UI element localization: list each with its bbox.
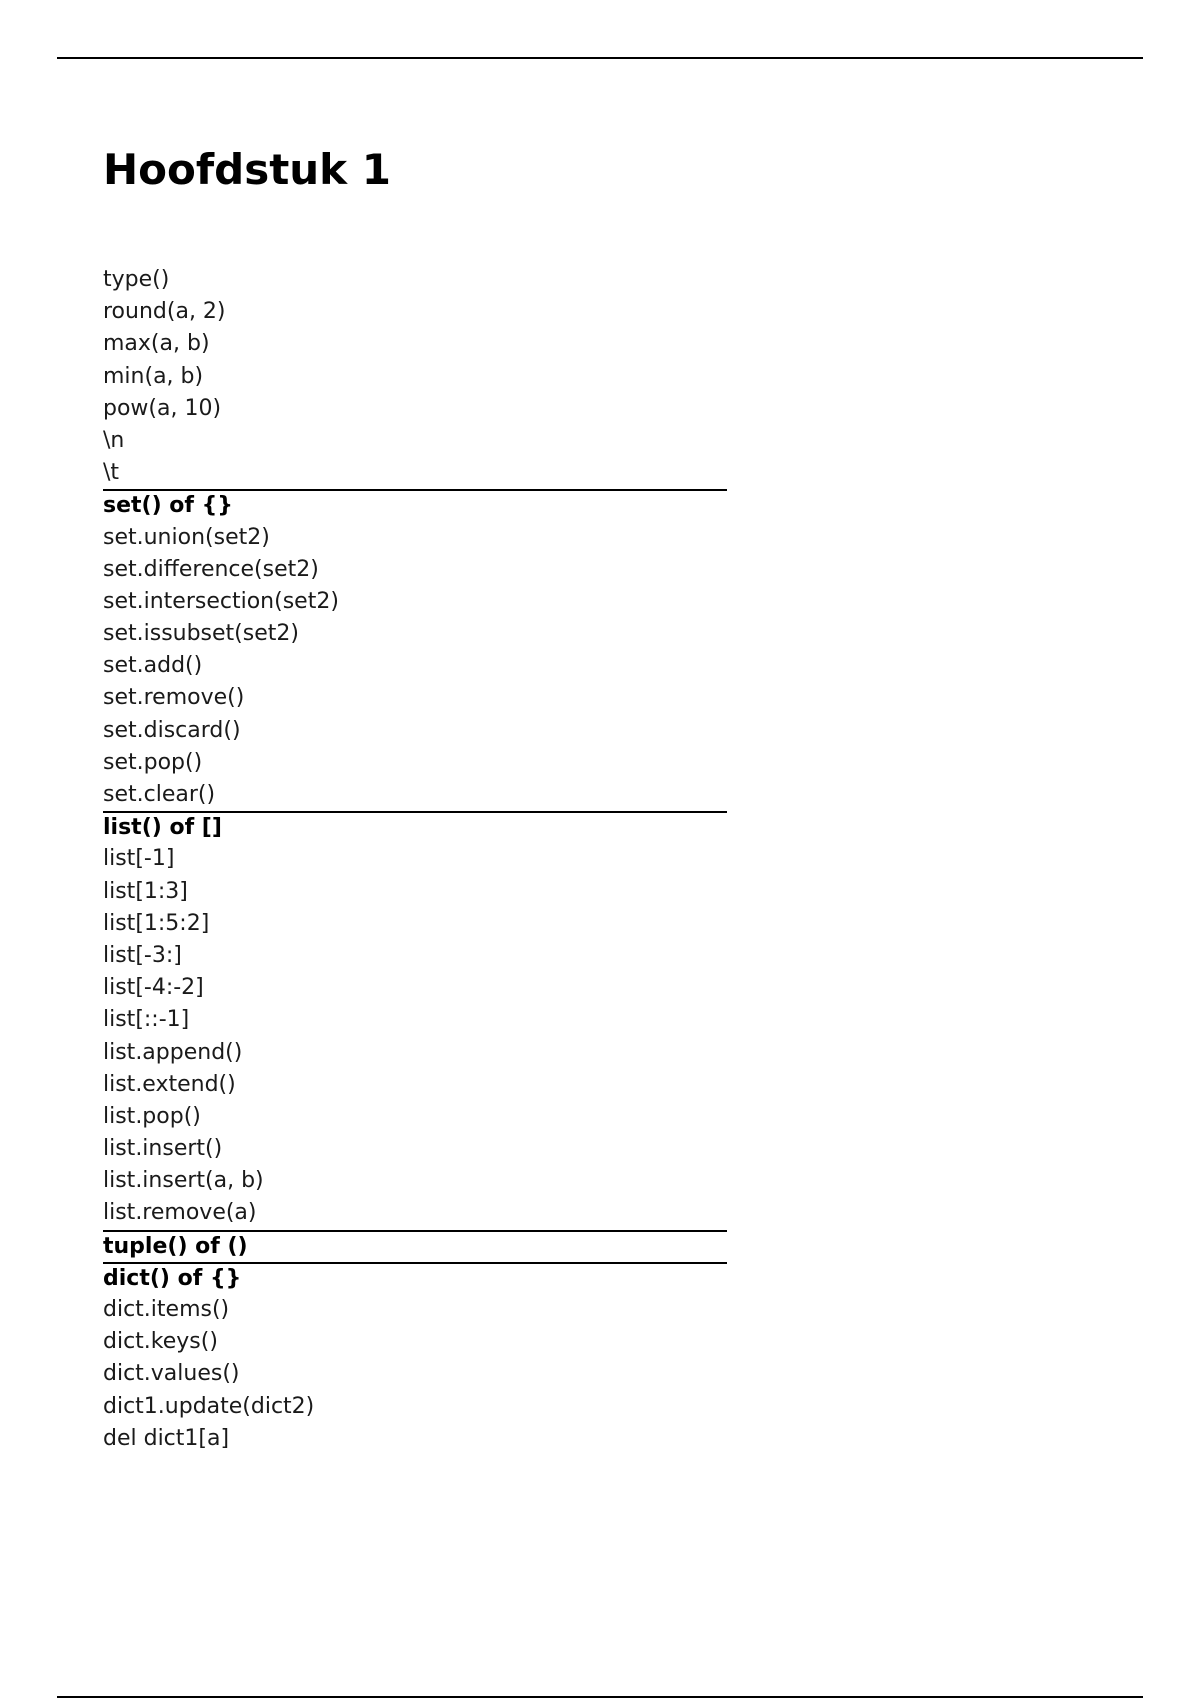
list-item: list.extend() bbox=[103, 1071, 236, 1097]
list-item: list.pop() bbox=[103, 1103, 201, 1129]
list-item: set.clear() bbox=[103, 782, 216, 807]
function-list bbox=[103, 264, 727, 1455]
list-item: \t bbox=[103, 460, 120, 486]
list-item: set.add() bbox=[103, 653, 203, 679]
list-item: set.union(set2) bbox=[103, 524, 270, 550]
list-item: pow(a, 10) bbox=[103, 395, 222, 421]
list-item: set.discard() bbox=[103, 717, 241, 743]
footer-rule bbox=[57, 1696, 1143, 1698]
list-item: list[-3:] bbox=[103, 942, 182, 968]
list-item: list[-4:-2] bbox=[103, 975, 204, 1001]
list-item: dict.items() bbox=[103, 1297, 230, 1322]
section-tuple bbox=[103, 1230, 727, 1262]
list-item: min(a, b) bbox=[103, 363, 204, 389]
list-item: dict.values() bbox=[103, 1361, 240, 1387]
section-heading-list: list() of [] bbox=[103, 815, 222, 841]
list-item: type() bbox=[103, 267, 170, 292]
section-set bbox=[103, 489, 727, 811]
list-item: list.insert(a, b) bbox=[103, 1168, 264, 1194]
section-heading-dict: dict() of {} bbox=[103, 1265, 242, 1291]
header-rule bbox=[57, 57, 1143, 59]
section-heading-set: set() of {} bbox=[103, 493, 233, 519]
list-item: dict.keys() bbox=[103, 1329, 218, 1355]
section-list bbox=[103, 811, 727, 1229]
list-item: list[1:5:2] bbox=[103, 910, 210, 936]
list-item: set.remove() bbox=[103, 685, 245, 711]
list-item: list.append() bbox=[103, 1039, 243, 1065]
list-item: \n bbox=[103, 427, 125, 453]
list-item: list[-1] bbox=[103, 846, 175, 872]
list-item: set.difference(set2) bbox=[103, 556, 319, 582]
list-item: list[1:3] bbox=[103, 878, 188, 904]
list-item: set.issubset(set2) bbox=[103, 621, 299, 647]
section-dict bbox=[103, 1262, 727, 1455]
list-item: set.pop() bbox=[103, 749, 203, 775]
list-item: list.remove(a) bbox=[103, 1200, 257, 1226]
section-builtins bbox=[103, 264, 727, 489]
list-item: list[::-1] bbox=[103, 1007, 190, 1033]
list-item: list.insert() bbox=[103, 1136, 223, 1162]
list-item: round(a, 2) bbox=[103, 299, 226, 325]
list-item: dict1.update(dict2) bbox=[103, 1393, 315, 1419]
list-item: set.intersection(set2) bbox=[103, 588, 339, 614]
list-item: del dict1[a] bbox=[103, 1425, 230, 1451]
list-item: max(a, b) bbox=[103, 331, 210, 357]
page-title: Hoofdstuk 1 bbox=[103, 145, 391, 194]
section-heading-tuple: tuple() of () bbox=[103, 1233, 248, 1259]
